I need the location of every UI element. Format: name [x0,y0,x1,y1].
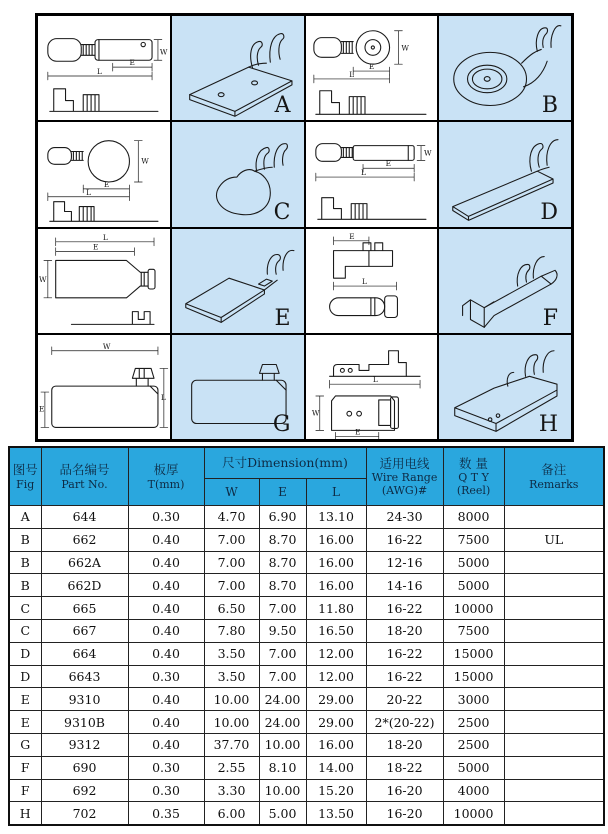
table-header [9,447,604,506]
technical-drawing-f [306,229,438,333]
figure-cell-d-2d [305,121,439,227]
header-dim-e: E [259,479,306,506]
cell-wire-range: 18-22 [366,756,443,779]
cell-w: 6.50 [204,597,259,620]
header-dim-l: L [306,479,366,506]
cell-fig: D [9,642,41,665]
cell-qty: 2500 [443,711,504,734]
table-row [9,779,604,802]
cell-part-no: 664 [41,642,128,665]
cell-e: 8.70 [259,574,306,597]
parts-table [8,446,605,826]
cell-qty: 10000 [443,597,504,620]
cell-e: 9.50 [259,619,306,642]
cell-l: 13.50 [306,802,366,825]
dim-label: E [129,58,135,68]
figure-label-e: E [274,305,291,331]
cell-fig: B [9,551,41,574]
drawings-grid [35,13,574,442]
cell-part-no: 9310 [41,688,128,711]
cell-w: 3.30 [204,779,259,802]
figure-cell-f-3d [438,228,572,334]
figure-cell-f-2d [305,228,439,334]
cell-part-no: 662A [41,551,128,574]
cell-w: 10.00 [204,688,259,711]
cell-w: 6.00 [204,802,259,825]
dim-label: E [348,231,355,241]
cell-part-no: 702 [41,802,128,825]
cell-qty: 7500 [443,528,504,551]
cell-wire-range: 24-30 [366,506,443,529]
cell-l: 14.00 [306,756,366,779]
cell-w: 7.80 [204,619,259,642]
cell-wire-range: 14-16 [366,574,443,597]
header-part-no: 品名编号 Part No. [41,447,128,506]
cell-l: 16.00 [306,528,366,551]
figure-cell-g-3d [171,334,305,440]
cell-l: 11.80 [306,597,366,620]
cell-thickness: 0.40 [128,711,204,734]
cell-l: 16.50 [306,619,366,642]
table-row [9,528,604,551]
dim-label: E [38,404,45,414]
cell-remarks [504,597,604,620]
cell-w: 7.00 [204,574,259,597]
cell-w: 2.55 [204,756,259,779]
cell-l: 12.00 [306,665,366,688]
figure-cell-c-3d [171,121,305,227]
cell-qty: 15000 [443,665,504,688]
technical-drawing-b [306,16,438,120]
cell-qty: 7500 [443,619,504,642]
cell-l: 16.00 [306,551,366,574]
figure-label-d: D [540,199,558,225]
table-row [9,574,604,597]
cell-fig: C [9,597,41,620]
cell-l: 29.00 [306,688,366,711]
cell-e: 8.10 [259,756,306,779]
cell-e: 7.00 [259,597,306,620]
technical-drawing-e [38,229,170,333]
dim-label: W [423,148,432,158]
cell-part-no: 6643 [41,665,128,688]
technical-drawing-g [38,335,170,439]
cell-l: 15.20 [306,779,366,802]
dim-label: L [348,69,354,79]
cell-qty: 3000 [443,688,504,711]
figure-cell-d-3d [438,121,572,227]
cell-qty: 10000 [443,802,504,825]
table-row [9,711,604,734]
table-row [9,619,604,642]
table-body [9,506,604,826]
cell-remarks [504,756,604,779]
cell-part-no: 9312 [41,733,128,756]
cell-remarks: UL [504,528,604,551]
header-dim-w: W [204,479,259,506]
cell-remarks [504,574,604,597]
figure-cell-b-3d [438,15,572,121]
table-row [9,665,604,688]
dim-label: W [311,408,319,418]
dim-label: E [368,62,374,72]
cell-e: 6.90 [259,506,306,529]
cell-part-no: 667 [41,619,128,642]
cell-l: 16.00 [306,733,366,756]
cell-e: 5.00 [259,802,306,825]
cell-fig: D [9,665,41,688]
dim-label: W [141,156,149,166]
cell-w: 4.70 [204,506,259,529]
figure-cell-b-2d [305,15,439,121]
dim-label: L [360,168,366,178]
cell-e: 8.70 [259,528,306,551]
table-row [9,802,604,825]
cell-remarks [504,551,604,574]
figure-label-b: B [541,93,558,119]
cell-thickness: 0.35 [128,802,204,825]
figure-cell-e-2d [37,228,171,334]
cell-wire-range: 16-20 [366,802,443,825]
cell-w: 3.50 [204,642,259,665]
dim-label: W [159,47,168,57]
dim-label: L [160,392,166,402]
cell-qty: 8000 [443,506,504,529]
dim-label: E [93,242,99,252]
table-row [9,756,604,779]
cell-remarks [504,642,604,665]
technical-drawing-h [306,335,438,439]
cell-wire-range: 12-16 [366,551,443,574]
table-row [9,688,604,711]
cell-remarks [504,802,604,825]
cell-wire-range: 16-22 [366,642,443,665]
header-remarks: 备注 Remarks [504,447,604,506]
cell-e: 10.00 [259,733,306,756]
cell-fig: F [9,779,41,802]
cell-fig: A [9,506,41,529]
technical-drawing-c [38,122,170,226]
cell-thickness: 0.40 [128,619,204,642]
dim-label: L [372,374,378,384]
cell-thickness: 0.40 [128,597,204,620]
figure-label-h: H [538,412,558,437]
cell-w: 7.00 [204,551,259,574]
cell-remarks [504,619,604,642]
figure-cell-g-2d [37,334,171,440]
cell-fig: C [9,619,41,642]
cell-thickness: 0.40 [128,528,204,551]
cell-wire-range: 18-20 [366,733,443,756]
dim-label: L [102,232,108,242]
cell-qty: 15000 [443,642,504,665]
cell-remarks [504,733,604,756]
dim-label: W [400,43,409,53]
cell-e: 24.00 [259,688,306,711]
cell-e: 7.00 [259,642,306,665]
dim-label: L [96,67,102,77]
cell-fig: G [9,733,41,756]
cell-remarks [504,688,604,711]
cell-part-no: 665 [41,597,128,620]
header-wire-range: 适用电线 Wire Range (AWG)# [366,447,443,506]
cell-part-no: 662D [41,574,128,597]
cell-e: 24.00 [259,711,306,734]
cell-thickness: 0.30 [128,506,204,529]
table-row [9,506,604,529]
cell-part-no: 644 [41,506,128,529]
cell-remarks [504,711,604,734]
cell-thickness: 0.40 [128,688,204,711]
header-dimension: 尺寸Dimension(mm) [204,447,366,479]
table-row [9,551,604,574]
table-row [9,597,604,620]
table-row [9,642,604,665]
cell-thickness: 0.40 [128,551,204,574]
cell-part-no: 9310B [41,711,128,734]
technical-drawing-a [38,16,170,120]
cell-thickness: 0.40 [128,733,204,756]
cell-part-no: 692 [41,779,128,802]
cell-qty: 5000 [443,756,504,779]
cell-w: 3.50 [204,665,259,688]
cell-wire-range: 20-22 [366,688,443,711]
cell-remarks [504,779,604,802]
figure-cell-h-3d [438,334,572,440]
cell-fig: H [9,802,41,825]
dim-label: L [86,188,92,198]
cell-qty: 2500 [443,733,504,756]
figure-cell-e-3d [171,228,305,334]
cell-thickness: 0.40 [128,574,204,597]
cell-thickness: 0.40 [128,642,204,665]
spec-table-area [8,446,603,826]
cell-wire-range: 16-22 [366,528,443,551]
cell-w: 10.00 [204,711,259,734]
cell-l: 16.00 [306,574,366,597]
cell-wire-range: 16-22 [366,665,443,688]
cell-qty: 5000 [443,551,504,574]
cell-wire-range: 16-20 [366,779,443,802]
header-thickness: 板厚 T(mm) [128,447,204,506]
dim-label: W [38,274,47,284]
cell-fig: E [9,688,41,711]
cell-fig: F [9,756,41,779]
cell-part-no: 690 [41,756,128,779]
figure-label-a: A [274,93,291,119]
cell-wire-range: 16-22 [366,597,443,620]
cell-remarks [504,506,604,529]
cell-fig: B [9,528,41,551]
figure-cell-a-2d [37,15,171,121]
cell-e: 7.00 [259,665,306,688]
dim-label: W [102,341,111,351]
figure-cell-c-2d [37,121,171,227]
cell-thickness: 0.30 [128,665,204,688]
cell-fig: E [9,711,41,734]
cell-thickness: 0.30 [128,756,204,779]
cell-w: 37.70 [204,733,259,756]
table-row [9,733,604,756]
cell-qty: 5000 [443,574,504,597]
header-fig: 图号 Fig [9,447,41,506]
cell-part-no: 662 [41,528,128,551]
cell-wire-range: 18-20 [366,619,443,642]
header-qty: 数 量 Q T Y (Reel) [443,447,504,506]
dim-label: E [103,180,110,190]
dim-label: E [354,427,361,437]
cell-fig: B [9,574,41,597]
dim-label: E [385,159,391,169]
figure-label-g: G [272,412,291,437]
cell-thickness: 0.30 [128,779,204,802]
cell-w: 7.00 [204,528,259,551]
figure-label-c: C [273,199,291,225]
cell-e: 10.00 [259,779,306,802]
cell-qty: 4000 [443,779,504,802]
cell-l: 12.00 [306,642,366,665]
dim-label: L [361,276,367,286]
cell-e: 8.70 [259,551,306,574]
cell-l: 29.00 [306,711,366,734]
cell-l: 13.10 [306,506,366,529]
figure-cell-h-2d [305,334,439,440]
cell-wire-range: 2*(20-22) [366,711,443,734]
technical-drawing-d [306,122,438,226]
figure-label-f: F [542,305,558,331]
cell-remarks [504,665,604,688]
figure-cell-a-3d [171,15,305,121]
